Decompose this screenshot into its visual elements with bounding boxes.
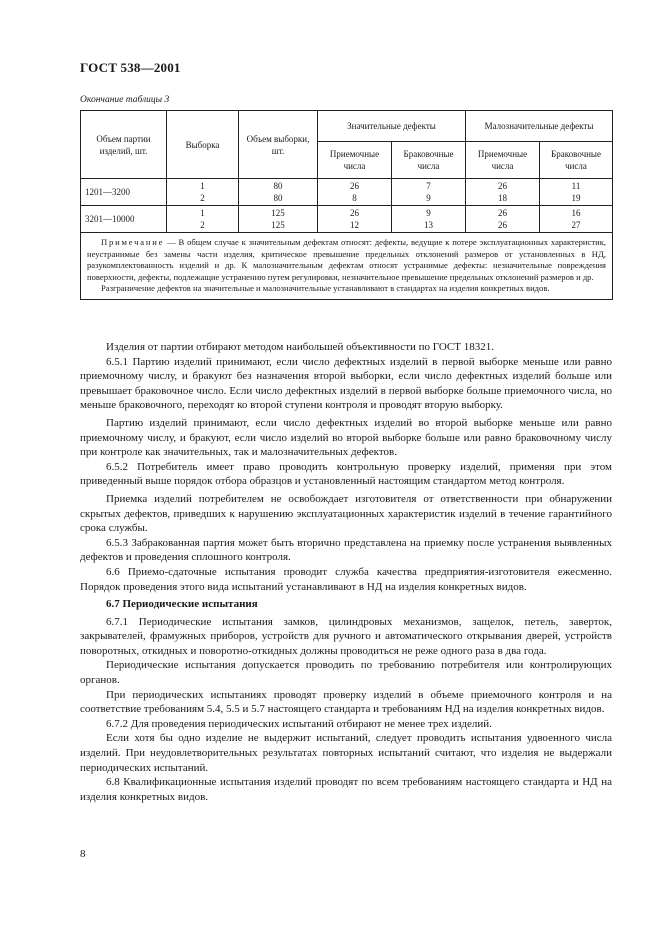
cell-sample: 1 2 (167, 206, 239, 233)
header-minor-defects: Малозначительные дефекты (466, 111, 613, 142)
cell-sample: 1 2 (167, 179, 239, 206)
cell-lot: 3201—10000 (81, 206, 167, 233)
paragraph: Партию изделий принимают, если число дефектных изделий во второй выборке меньше или равно приемочному числу, и бракуют, если число изделий во второй выборке больше или равно браковочному числу при контроле как значительных, так и малозначительных дефектов. (80, 416, 612, 459)
cell-sig-acceptance: 26 8 (318, 179, 392, 206)
section-heading: 6.7 Периодические испытания (106, 598, 258, 611)
note-label: Примечание (101, 237, 165, 247)
header-lot-size: Объем партии изделий, шт. (81, 111, 167, 179)
paragraph: 6.5.2 Потребитель имеет право проводить контрольную проверку изделий, применяя при этом приведенный выше порядок отбора образцов и установленный настоящим стандартом метод контроля. (80, 460, 612, 488)
table-caption: Окончание таблицы 3 (80, 95, 170, 105)
header-minor-acceptance: Приемочные числа (466, 142, 540, 179)
header-significant-rejection: Браковочные числа (392, 142, 466, 179)
cell-size: 80 80 (239, 179, 318, 206)
paragraph: При периодических испытаниях проводят проверку изделий в объеме приемочного контроля и на соответствие требованиям 5.4, 5.5 и 5.7 настоящего стандарта и требованиям НД на изделия конкретных видов. (80, 688, 612, 716)
cell-sig-acceptance: 26 12 (318, 206, 392, 233)
paragraph: 6.5.1 Партию изделий принимают, если число дефектных изделий в первой выборке меньше или равно приемочному числу, и бракуют без назначения второй выборки, если число дефектных изделий больше или превышает браковочное число. Если число дефектных изделий в первой выборке больше приемочного числа, но меньше браковочного, переходят ко второй ступени контроля и проводят вторую выборку. (80, 355, 612, 412)
cell-minor-acceptance: 26 26 (466, 206, 540, 233)
header-sample-size: Объем выборки, шт. (239, 111, 318, 179)
table-row (81, 179, 613, 206)
paragraph: 6.7.1 Периодические испытания замков, цилиндровых механизмов, защелок, петель, заверток, закрывателей, фрамужных приборов, устройств для ручного и автоматического открывания дверей, устройств поворотных, откидных и поворотно-откидных должны проводиться не реже одного раза в два года. (80, 615, 612, 657)
paragraph: Изделия от партии отбирают методом наибольшей объективности по ГОСТ 18321. (106, 341, 494, 353)
table-row (81, 206, 613, 233)
paragraph: Периодические испытания допускается проводить по требованию потребителя или контролирующих органов. (80, 659, 612, 687)
cell-sig-rejection: 7 9 (392, 179, 466, 206)
paragraph: 6.8 Квалификационные испытания изделий проводят по всем требованиям настоящего стандарта и НД на изделия конкретных видов. (80, 776, 612, 803)
paragraph: 6.5.3 Забракованная партия может быть вторично представлена на приемку после устранения выявленных дефектов и проведения сплошного контроля. (80, 536, 612, 564)
cell-minor-acceptance: 26 18 (466, 179, 540, 206)
document-header: ГОСТ 538—2001 (80, 60, 181, 75)
page-number: 8 (80, 848, 86, 860)
acceptance-table (80, 110, 613, 300)
paragraph: 6.6 Приемо-сдаточные испытания проводит служба качества предприятия-изготовителя ежесменно. Порядок проведения этого вида испытаний устанавливают в НД на изделия конкретных видов. (80, 565, 612, 593)
header-minor-rejection: Браковочные числа (540, 142, 613, 179)
note-text: — В общем случае к значительным дефектам относят: дефекты, ведущие к потере эксплуатационных характеристик, неустранимые без замены части изделия, критическое превышение предельных отклонений размеров от установленных в НД, разукомплектованность изделий и др. К малозначительным дефектам относят устранимые дефекты: незначительные повреждения поверхности, дефекты, подлежащие устранению путем регулировки, незначительное превышение предельных отклонений размеров и др. (87, 237, 607, 282)
header-significant-defects: Значительные дефекты (318, 111, 466, 142)
note-text-2: Разграничение дефектов на значительные и малозначительные устанавливают в стандартах на изделия конкретных видов. (101, 283, 550, 294)
paragraph: Если хотя бы одно изделие не выдержит испытаний, следует проводить испытания удвоенного числа изделий. При неудовлетворительных результатах повторных испытаний считают, что изделия не выдержали периодических испытаний. (80, 732, 612, 774)
cell-size: 125 125 (239, 206, 318, 233)
header-significant-acceptance: Приемочные числа (318, 142, 392, 179)
paragraph: Приемка изделий потребителем не освобождает изготовителя от ответственности при обнаружении скрытых дефектов, приведших к нарушению эксплуатационных характеристик изделий в течение гарантийного срока службы. (80, 492, 612, 535)
paragraph: 6.7.2 Для проведения периодических испытаний отбирают не менее трех изделий. (106, 717, 492, 730)
table-note (81, 233, 613, 300)
cell-minor-rejection: 16 27 (540, 206, 613, 233)
body-text (80, 340, 612, 804)
header-sample: Выборка (167, 111, 239, 179)
cell-minor-rejection: 11 19 (540, 179, 613, 206)
cell-lot: 1201—3200 (81, 179, 167, 206)
cell-sig-rejection: 9 13 (392, 206, 466, 233)
